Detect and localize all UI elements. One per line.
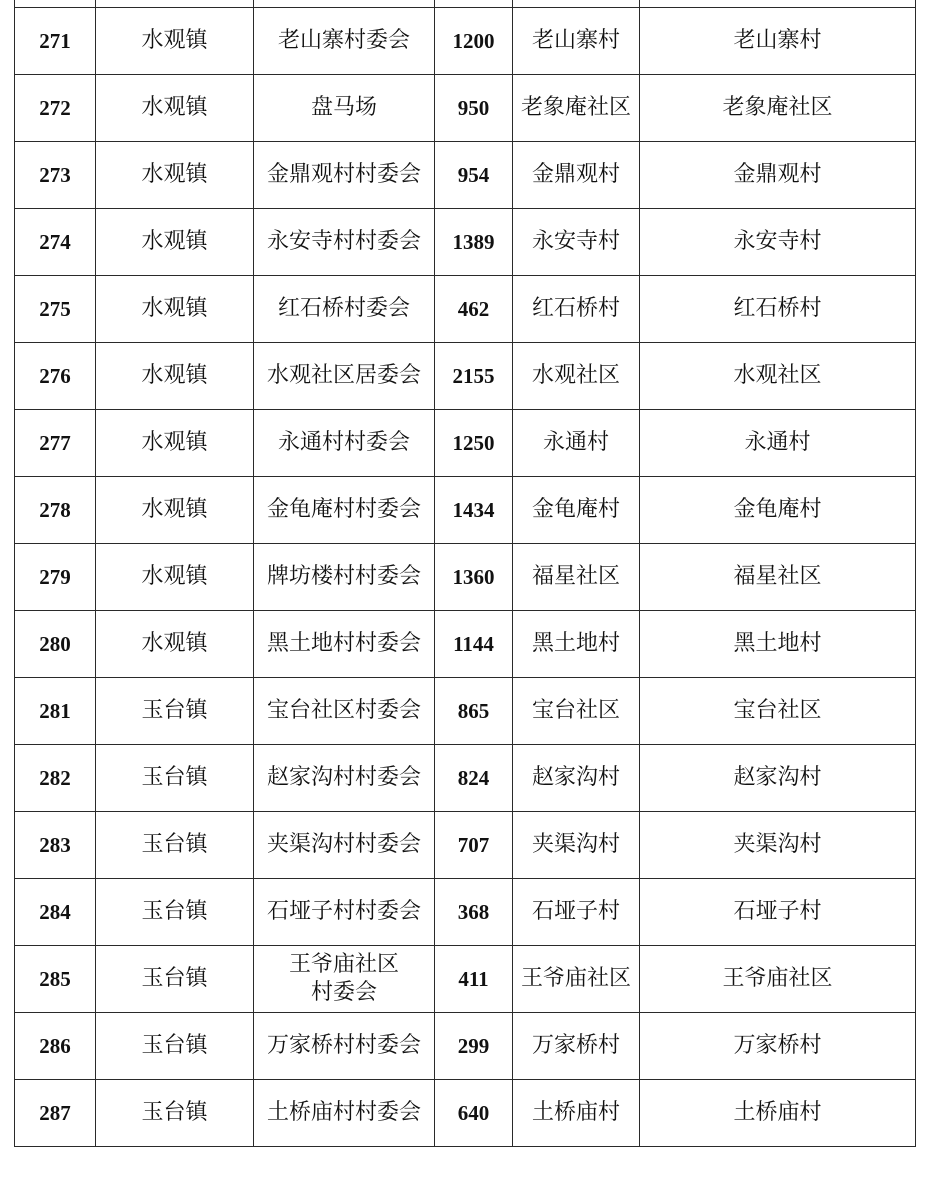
town-name: 玉台镇 <box>96 745 254 812</box>
area-name: 水观社区 <box>513 343 640 410</box>
town-name: 水观镇 <box>96 611 254 678</box>
town-name: 水观镇 <box>96 75 254 142</box>
row-number: 273 <box>15 142 96 209</box>
place-name: 红石桥村 <box>640 276 916 343</box>
cell-edge <box>15 0 96 8</box>
town-name: 水观镇 <box>96 8 254 75</box>
town-name: 水观镇 <box>96 477 254 544</box>
table-row <box>15 1080 916 1147</box>
place-name: 夹渠沟村 <box>640 812 916 879</box>
table-row <box>15 678 916 745</box>
place-name: 石垭子村 <box>640 879 916 946</box>
table-row-top-edge <box>15 0 916 8</box>
row-number: 278 <box>15 477 96 544</box>
organization-name: 牌坊楼村村委会 <box>254 544 435 611</box>
row-number: 280 <box>15 611 96 678</box>
document-sheet <box>14 0 915 1147</box>
table-row <box>15 75 916 142</box>
row-number: 279 <box>15 544 96 611</box>
area-name: 黑土地村 <box>513 611 640 678</box>
organization-name: 永安寺村村委会 <box>254 209 435 276</box>
place-name: 王爷庙社区 <box>640 946 916 1013</box>
organization-name: 老山寨村委会 <box>254 8 435 75</box>
table-body <box>15 0 916 1147</box>
row-number: 281 <box>15 678 96 745</box>
count-value: 299 <box>435 1013 513 1080</box>
town-name: 玉台镇 <box>96 1013 254 1080</box>
row-number: 285 <box>15 946 96 1013</box>
area-name: 永安寺村 <box>513 209 640 276</box>
organization-name: 宝台社区村委会 <box>254 678 435 745</box>
count-value: 368 <box>435 879 513 946</box>
village-table <box>14 0 916 1147</box>
cell-edge <box>513 0 640 8</box>
table-row <box>15 1013 916 1080</box>
count-value: 950 <box>435 75 513 142</box>
organization-name: 夹渠沟村村委会 <box>254 812 435 879</box>
area-name: 红石桥村 <box>513 276 640 343</box>
organization-name: 赵家沟村村委会 <box>254 745 435 812</box>
town-name: 水观镇 <box>96 276 254 343</box>
organization-name <box>254 946 435 1013</box>
town-name: 玉台镇 <box>96 946 254 1013</box>
area-name: 石垭子村 <box>513 879 640 946</box>
area-name: 万家桥村 <box>513 1013 640 1080</box>
area-name: 赵家沟村 <box>513 745 640 812</box>
area-name: 老山寨村 <box>513 8 640 75</box>
count-value: 1144 <box>435 611 513 678</box>
town-name: 玉台镇 <box>96 879 254 946</box>
row-number: 277 <box>15 410 96 477</box>
place-name: 宝台社区 <box>640 678 916 745</box>
organization-name: 土桥庙村村委会 <box>254 1080 435 1147</box>
count-value: 1434 <box>435 477 513 544</box>
place-name: 永通村 <box>640 410 916 477</box>
count-value: 707 <box>435 812 513 879</box>
organization-name: 石垭子村村委会 <box>254 879 435 946</box>
count-value: 462 <box>435 276 513 343</box>
organization-name: 金鼎观村村委会 <box>254 142 435 209</box>
row-number: 276 <box>15 343 96 410</box>
table-row <box>15 745 916 812</box>
table-row <box>15 343 916 410</box>
place-name: 赵家沟村 <box>640 745 916 812</box>
count-value: 1389 <box>435 209 513 276</box>
table-row <box>15 410 916 477</box>
count-value: 2155 <box>435 343 513 410</box>
place-name: 老象庵社区 <box>640 75 916 142</box>
area-name: 金龟庵村 <box>513 477 640 544</box>
row-number: 283 <box>15 812 96 879</box>
place-name: 金鼎观村 <box>640 142 916 209</box>
area-name: 永通村 <box>513 410 640 477</box>
place-name: 福星社区 <box>640 544 916 611</box>
table-row <box>15 812 916 879</box>
place-name: 万家桥村 <box>640 1013 916 1080</box>
table-row <box>15 209 916 276</box>
cell-edge <box>640 0 916 8</box>
place-name: 黑土地村 <box>640 611 916 678</box>
cell-edge <box>254 0 435 8</box>
row-number: 275 <box>15 276 96 343</box>
place-name: 土桥庙村 <box>640 1080 916 1147</box>
organization-name: 永通村村委会 <box>254 410 435 477</box>
town-name: 水观镇 <box>96 544 254 611</box>
town-name: 玉台镇 <box>96 812 254 879</box>
town-name: 水观镇 <box>96 343 254 410</box>
table-row <box>15 8 916 75</box>
area-name: 土桥庙村 <box>513 1080 640 1147</box>
count-value: 1250 <box>435 410 513 477</box>
count-value: 824 <box>435 745 513 812</box>
row-number: 287 <box>15 1080 96 1147</box>
area-name: 王爷庙社区 <box>513 946 640 1013</box>
table-row <box>15 142 916 209</box>
area-name: 宝台社区 <box>513 678 640 745</box>
count-value: 640 <box>435 1080 513 1147</box>
count-value: 411 <box>435 946 513 1013</box>
area-name: 福星社区 <box>513 544 640 611</box>
place-name: 金龟庵村 <box>640 477 916 544</box>
table-row <box>15 611 916 678</box>
count-value: 1200 <box>435 8 513 75</box>
place-name: 水观社区 <box>640 343 916 410</box>
row-number: 274 <box>15 209 96 276</box>
organization-name: 黑土地村村委会 <box>254 611 435 678</box>
area-name: 夹渠沟村 <box>513 812 640 879</box>
organization-name: 水观社区居委会 <box>254 343 435 410</box>
area-name: 老象庵社区 <box>513 75 640 142</box>
row-number: 271 <box>15 8 96 75</box>
count-value: 865 <box>435 678 513 745</box>
organization-name: 盘马场 <box>254 75 435 142</box>
organization-name: 万家桥村村委会 <box>254 1013 435 1080</box>
count-value: 1360 <box>435 544 513 611</box>
cell-edge <box>96 0 254 8</box>
town-name: 水观镇 <box>96 142 254 209</box>
count-value: 954 <box>435 142 513 209</box>
table-row <box>15 477 916 544</box>
town-name: 水观镇 <box>96 209 254 276</box>
table-row <box>15 276 916 343</box>
table-row <box>15 879 916 946</box>
table-row <box>15 544 916 611</box>
organization-name: 金龟庵村村委会 <box>254 477 435 544</box>
row-number: 286 <box>15 1013 96 1080</box>
organization-name-line: 村委会 <box>310 980 377 1005</box>
area-name: 金鼎观村 <box>513 142 640 209</box>
table-row <box>15 946 916 1013</box>
town-name: 玉台镇 <box>96 1080 254 1147</box>
place-name: 永安寺村 <box>640 209 916 276</box>
row-number: 282 <box>15 745 96 812</box>
cell-edge <box>435 0 513 8</box>
organization-name-line: 王爷庙社区 <box>288 952 399 977</box>
row-number: 284 <box>15 879 96 946</box>
town-name: 水观镇 <box>96 410 254 477</box>
organization-name: 红石桥村委会 <box>254 276 435 343</box>
place-name: 老山寨村 <box>640 8 916 75</box>
row-number: 272 <box>15 75 96 142</box>
town-name: 玉台镇 <box>96 678 254 745</box>
